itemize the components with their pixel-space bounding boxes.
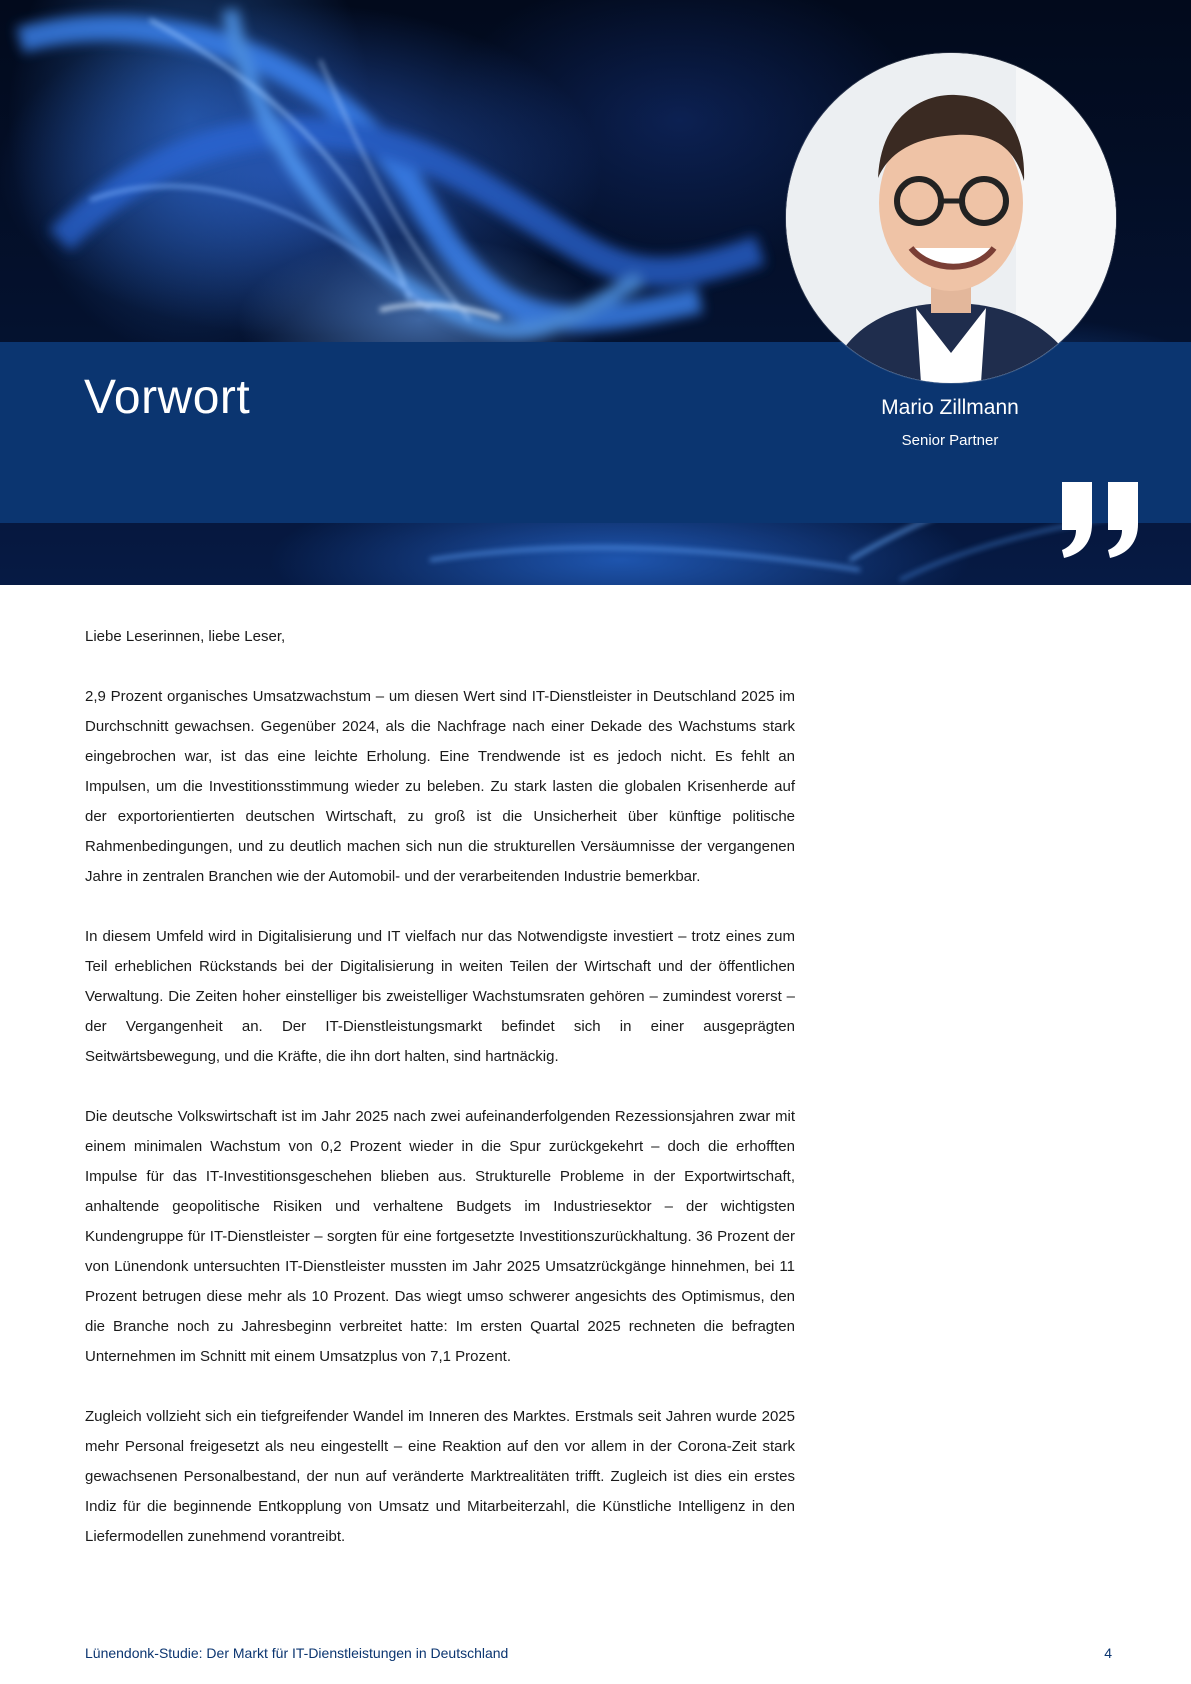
quote-mark-icon [1060, 480, 1144, 560]
salutation: Liebe Leserinnen, liebe Leser, [85, 628, 286, 645]
footer-publication-title: Lünendonk-Studie: Der Markt für IT-Dienstleistungen in Deutschland [85, 1645, 509, 1661]
person-portrait-icon [786, 53, 1116, 383]
author-name: Mario Zillmann [881, 396, 1019, 419]
author-photo [786, 53, 1116, 383]
hero-banner [0, 0, 1191, 585]
author-role: Senior Partner [901, 432, 999, 449]
paragraph: Die deutsche Volkswirtschaft ist im Jahr 2025 nach zwei aufeinanderfolgenden Rezessionsjahren zwar mit einem minimalen Wachstum von 0,2 Prozent wieder in die Spur zurückgekehrt – doch die erhofften Impulse für das IT-Investitionsgeschehen blieben aus. Strukturelle Probleme in der Exportwirtschaft, anhaltende geopolitische Risiken und verhaltene Budgets im Industriesektor – der wichtigsten Kundengruppe für IT-Dienstleister – sorgten für eine fortgesetzte Investitionszurückhaltung. 36 Prozent der von Lünendonk untersuchten IT-Dienstleister mussten im Jahr 2025 Umsatzrückgänge hinnehmen, bei 11 Prozent betrugen diese mehr als 10 Prozent. Das wiegt umso schwerer angesichts des Optimismus, den die Branche noch zu Jahresbeginn verbreitet hatte: Im ersten Quartal 2025 rechneten die befragten Unternehmen im Schnitt mit einem Umsatzplus von 7,1 Prozent. [85, 1108, 795, 1365]
foreword-body [85, 622, 795, 1582]
paragraph: In diesem Umfeld wird in Digitalisierung und IT vielfach nur das Notwendigste investiert – trotz eines zum Teil erheblichen Rückstands bei der Digitalisierung in weiten Teilen der Wirtschaft und der öffentlichen Verwaltung. Die Zeiten hoher einstelliger bis zweistelliger Wachstumsraten gehören – zumindest vorerst – der Vergangenheit an. Der IT-Dienstleistungsmarkt befindet sich in einer ausgeprägten Seitwärtsbewegung, und die Kräfte, die ihn dort halten, sind hartnäckig. [85, 928, 795, 1065]
page-number: 4 [1104, 1645, 1112, 1661]
paragraph: Zugleich vollzieht sich ein tiefgreifender Wandel im Inneren des Marktes. Erstmals seit Jahren wurde 2025 mehr Personal freigesetzt als neu eingestellt – eine Reaktion auf den vor allem in der Corona-Zeit stark gewachsenen Personalbestand, der nun auf veränderte Marktrealitäten trifft. Zugleich ist dies ein erstes Indiz für die beginnende Entkopplung von Umsatz und Mitarbeiterzahl, die Künstliche Intelligenz in den Liefermodellen zunehmend vorantreibt. [85, 1408, 795, 1545]
page-title: Vorwort [84, 371, 251, 424]
paragraph: 2,9 Prozent organisches Umsatzwachstum – um diesen Wert sind IT-Dienstleister in Deutschland 2025 im Durchschnitt gewachsen. Gegenüber 2024, als die Nachfrage nach einer Dekade des Wachstums stark eingebrochen war, ist das eine leichte Erholung. Eine Trendwende ist es jedoch nicht. Es fehlt an Impulsen, um die Investitionsstimmung wieder zu beleben. Zu stark lasten die globalen Krisenherde auf der exportorientierten deutschen Wirtschaft, zu groß ist die Unsicherheit über künftige politische Rahmenbedingungen, und zu deutlich machen sich nun die strukturellen Versäumnisse der vergangenen Jahre in zentralen Branchen wie der Automobil- und der verarbeitenden Industrie bemerkbar. [85, 688, 795, 885]
